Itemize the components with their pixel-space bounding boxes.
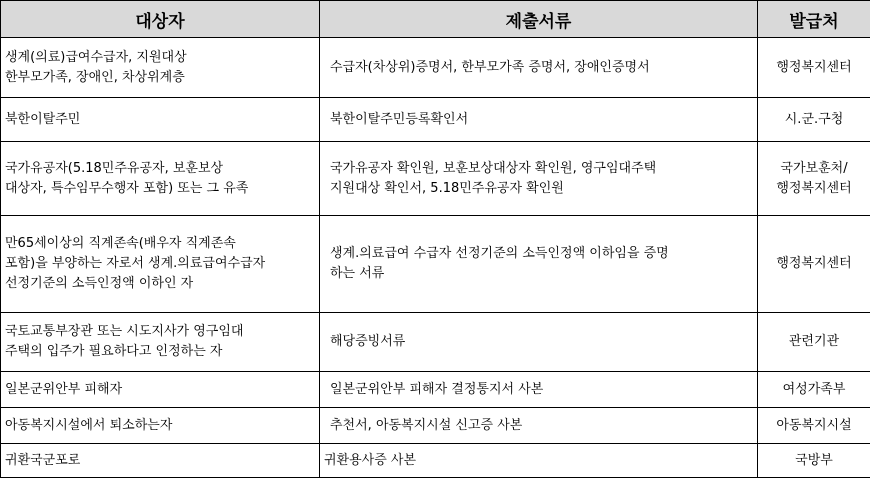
table-row — [1, 216, 870, 313]
cell-line: 수급자(차상위)증명서, 한부모가족 증명서, 장애인증명서 — [330, 59, 650, 75]
cell-line: 행정복지센터 — [776, 256, 852, 271]
cell-line: 국방부 — [795, 452, 833, 468]
table-row — [1, 142, 870, 216]
target-cell — [1, 444, 320, 478]
target-cell — [1, 142, 320, 216]
table-row — [1, 408, 870, 444]
cell-line: 국가보훈처/ — [780, 160, 848, 176]
cell-line: 귀환국군포로 — [5, 452, 81, 468]
table-row — [1, 372, 870, 408]
documents-cell — [320, 313, 758, 372]
header-row — [1, 1, 870, 38]
cell-line: 아동복지시설 — [776, 417, 852, 433]
issuer-cell — [758, 142, 870, 216]
cell-line: 선정기준의 소득인정액 이하인 자 — [5, 276, 194, 291]
target-cell — [1, 372, 320, 408]
cell-line: 생계(의료)급여수급자, 지원대상 — [5, 49, 187, 65]
cell-line: 하는 서류 — [330, 266, 385, 281]
target-cell — [1, 313, 320, 372]
target-cell — [1, 38, 320, 98]
cell-line: 북한이탈주민등록확인서 — [330, 111, 469, 127]
documents-cell — [320, 98, 758, 142]
cell-line: 대상자, 특수임무수행자 포함) 또는 그 유족 — [5, 180, 249, 196]
documents-cell — [320, 142, 758, 216]
cell-line: 귀환용사증 사본 — [324, 452, 417, 468]
issuer-cell — [758, 444, 870, 478]
cell-line: 관련기관 — [788, 334, 840, 349]
cell-line: 국가유공자(5.18민주유공자, 보훈보상 — [5, 160, 224, 176]
cell-line: 한부모가족, 장애인, 차상위계층 — [5, 69, 185, 85]
cell-line: 만65세이상의 직계존속(배우자 직계존속 — [5, 236, 236, 251]
cell-line: 여성가족부 — [782, 381, 846, 397]
issuer-cell — [758, 216, 870, 313]
issuer-cell — [758, 98, 870, 142]
documents-cell — [320, 444, 758, 478]
cell-line: 일본군위안부 피해자 — [5, 381, 123, 397]
cell-line: 일본군위안부 피해자 결정통지서 사본 — [330, 381, 544, 397]
documents-cell — [320, 38, 758, 98]
documents-cell — [320, 408, 758, 444]
issuer-cell — [758, 408, 870, 444]
cell-line: 생계.의료급여 수급자 선정기준의 소득인정액 이하임을 증명 — [330, 246, 669, 261]
cell-line: 지원대상 확인서, 5.18민주유공자 확인원 — [330, 180, 564, 196]
table-row — [1, 444, 870, 478]
issuer-cell — [758, 313, 870, 372]
cell-line: 아동복지시설에서 퇴소하는자 — [5, 417, 173, 433]
target-cell — [1, 216, 320, 313]
issuer-cell — [758, 38, 870, 98]
cell-line: 행정복지센터 — [776, 59, 852, 75]
cell-line: 북한이탈주민 — [5, 111, 81, 127]
cell-line: 해당증빙서류 — [330, 334, 406, 349]
target-cell — [1, 98, 320, 142]
issuer-cell — [758, 372, 870, 408]
cell-line: 포함)을 부양하는 자로서 생계.의료급여수급자 — [5, 256, 266, 271]
documents-cell — [320, 372, 758, 408]
header-issuer: 발급처 — [758, 1, 870, 38]
target-cell — [1, 408, 320, 444]
cell-line: 국가유공자 확인원, 보훈보상대상자 확인원, 영구임대주택 — [330, 160, 657, 176]
table-row — [1, 38, 870, 98]
documents-cell — [320, 216, 758, 313]
header-documents: 제출서류 — [320, 1, 758, 38]
header-target: 대상자 — [1, 1, 320, 38]
cell-line: 추천서, 아동복지시설 신고증 사본 — [330, 417, 523, 433]
cell-line: 주택의 입주가 필요하다고 인정하는 자 — [5, 344, 223, 359]
table-row — [1, 313, 870, 372]
cell-line: 시.군.구청 — [784, 111, 844, 127]
cell-line: 국토교통부장관 또는 시도지사가 영구임대 — [5, 324, 244, 339]
table-row — [1, 98, 870, 142]
cell-line: 행정복지센터 — [776, 180, 852, 196]
